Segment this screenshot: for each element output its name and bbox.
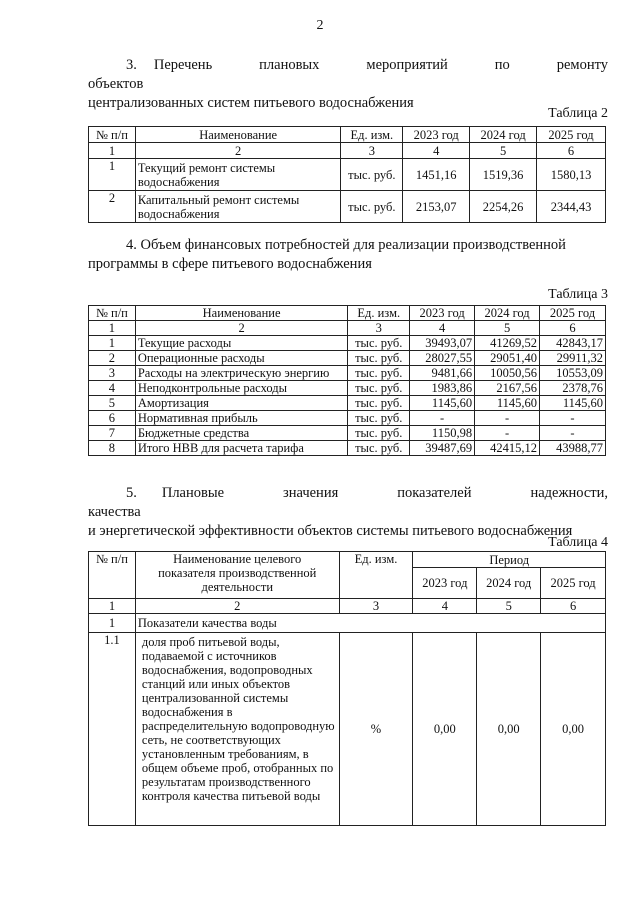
table-2-header-unit: Ед. изм. [341,127,403,143]
table-3-header-num: № п/п [89,306,136,321]
table-cell: 1983,86 [410,381,475,396]
table-cell: 10553,09 [540,366,606,381]
section-4-number: 4. [126,237,137,253]
table-cell: 42843,17 [540,336,606,351]
table-cell: тыс. руб. [348,351,410,366]
table-3-header-2025: 2025 год [540,306,606,321]
table-cell: 1145,60 [410,396,475,411]
table-row [89,396,606,411]
section-5-title-line2: и энергетической эффективности объектов системы питьевого водоснабжения [88,523,573,539]
table-cell: 1 [89,599,136,614]
table-cell: 39487,69 [410,441,475,456]
table-cell: 8 [89,441,136,456]
table-cell: 43988,77 [540,441,606,456]
table-cell: 1150,98 [410,426,475,441]
table-cell: - [475,426,540,441]
table-cell: 5 [470,143,537,159]
table-2-header-2023: 2023 год [403,127,470,143]
table-cell: 1145,60 [540,396,606,411]
table-cell: % [339,633,413,826]
table-4-header-row [89,552,606,568]
table-cell: 2254,26 [470,191,537,223]
table-cell: тыс. руб. [348,441,410,456]
table-cell: 5 [89,396,136,411]
table-cell: 1 [89,614,136,633]
table-2 [88,126,606,223]
table-4-header-num: № п/п [89,552,136,599]
table-cell: 1145,60 [475,396,540,411]
table-cell: доля проб питьевой воды, подаваемой с источников водоснабжения, водопроводных станций или иных объектов централизованной системы водоснабжения в распределительную водопроводную сеть, не соответствующих установленным требованиям, в общем объеме проб, отобранных по результатам производственного контроля качества питьевой воды [135,633,339,826]
table-cell: 2153,07 [403,191,470,223]
table-row [89,351,606,366]
table-cell: тыс. руб. [341,159,403,191]
table-2-header-2025: 2025 год [537,127,606,143]
table-4-group-title: Показатели качества воды [135,614,605,633]
table-cell: Бюджетные средства [135,426,347,441]
table-cell: тыс. руб. [348,396,410,411]
table-cell: 4 [413,599,477,614]
table-cell: Итого НВВ для расчета тарифа [135,441,347,456]
table-cell: 2378,76 [540,381,606,396]
table-row [89,426,606,441]
table-cell: Амортизация [135,396,347,411]
table-cell: 28027,55 [410,351,475,366]
table-cell: Капитальный ремонт системы водоснабжения [135,191,341,223]
table-row [89,366,606,381]
table-4 [88,551,606,826]
table-2-header-num: № п/п [89,127,136,143]
table-cell: 2167,56 [475,381,540,396]
table-cell: 2 [135,599,339,614]
table-2-index-row [89,143,606,159]
table-4-header-2023: 2023 год [413,568,477,599]
table-cell: 0,00 [477,633,541,826]
table-cell: 0,00 [541,633,606,826]
table-cell: 1519,36 [470,159,537,191]
table-4-group-row [89,614,606,633]
section-5-heading [88,484,608,541]
table-cell: 42415,12 [475,441,540,456]
table-cell: 3 [89,366,136,381]
table-row [89,159,606,191]
table-cell: 29911,32 [540,351,606,366]
table-cell: 2 [135,143,341,159]
table-cell: 5 [477,599,541,614]
table-cell: 1 [89,143,136,159]
section-4-title-line1: Объем финансовых потребностей для реализации производственной [140,237,566,253]
section-3-title-line2: централизованных систем питьевого водоснабжения [88,95,414,111]
table-cell: Расходы на электрическую энергию [135,366,347,381]
table-cell: 10050,56 [475,366,540,381]
table-cell: 1 [89,321,136,336]
table-cell: 4 [89,381,136,396]
table-cell: 2 [89,351,136,366]
table-2-caption: Таблица 2 [548,106,608,121]
table-cell: 6 [537,143,606,159]
section-3-title-line1: Перечень плановых мероприятий по ремонту объектов [88,57,609,92]
table-cell: - [410,411,475,426]
table-cell: 1451,16 [403,159,470,191]
table-cell: 0,00 [413,633,477,826]
table-row [89,381,606,396]
table-4-caption: Таблица 4 [548,535,608,550]
table-cell: 1 [89,336,136,351]
table-cell: Неподконтрольные расходы [135,381,347,396]
table-cell: Операционные расходы [135,351,347,366]
table-cell: 4 [403,143,470,159]
section-3-number: 3. [126,57,137,73]
table-3-header-2023: 2023 год [410,306,475,321]
table-cell: 3 [339,599,413,614]
table-cell: 2 [89,191,136,223]
table-2-header-name: Наименование [135,127,341,143]
table-cell: 2344,43 [537,191,606,223]
table-cell: 39493,07 [410,336,475,351]
table-cell: 1.1 [89,633,136,826]
table-3-header-name: Наименование [135,306,347,321]
table-cell: тыс. руб. [341,191,403,223]
table-4-header-2025: 2025 год [541,568,606,599]
table-cell: - [475,411,540,426]
table-cell: Текущий ремонт системы водоснабжения [135,159,341,191]
table-2-header-2024: 2024 год [470,127,537,143]
table-cell: 41269,52 [475,336,540,351]
section-3-heading [88,56,608,113]
section-4-title-line2: программы в сфере питьевого водоснабжения [88,256,372,272]
table-cell: тыс. руб. [348,411,410,426]
table-row [89,336,606,351]
table-cell: 9481,66 [410,366,475,381]
section-5-title-line1: Плановые значения показателей надежности, качества [88,485,608,520]
table-cell: тыс. руб. [348,336,410,351]
table-4-header-2024: 2024 год [477,568,541,599]
table-cell: 6 [540,321,606,336]
table-cell: 4 [410,321,475,336]
table-cell: Нормативная прибыль [135,411,347,426]
table-cell: 6 [541,599,606,614]
table-4-header-name: Наименование целевого показателя производственной деятельности [135,552,339,599]
table-cell: Текущие расходы [135,336,347,351]
table-cell: 1 [89,159,136,191]
table-3-header-unit: Ед. изм. [348,306,410,321]
table-cell: 2 [135,321,347,336]
table-4-index-row [89,599,606,614]
table-cell: тыс. руб. [348,426,410,441]
table-3-index-row [89,321,606,336]
table-3-caption: Таблица 3 [548,287,608,302]
table-3-header-2024: 2024 год [475,306,540,321]
table-4-header-period: Период [413,552,606,568]
table-cell: 6 [89,411,136,426]
table-cell: 29051,40 [475,351,540,366]
table-cell: 1580,13 [537,159,606,191]
table-cell: 3 [341,143,403,159]
table-cell: - [540,411,606,426]
table-row [89,441,606,456]
table-cell: тыс. руб. [348,366,410,381]
table-row [89,411,606,426]
section-5-number: 5. [126,485,137,501]
table-row [89,191,606,223]
table-4-header-unit: Ед. изм. [339,552,413,599]
table-cell: - [540,426,606,441]
table-cell: тыс. руб. [348,381,410,396]
table-cell: 5 [475,321,540,336]
table-3-header-row [89,306,606,321]
table-cell: 7 [89,426,136,441]
table-row [89,633,606,826]
table-2-header-row [89,127,606,143]
table-cell: 3 [348,321,410,336]
section-4-heading [88,236,608,274]
table-3 [88,305,606,456]
page-number: 2 [316,18,324,33]
